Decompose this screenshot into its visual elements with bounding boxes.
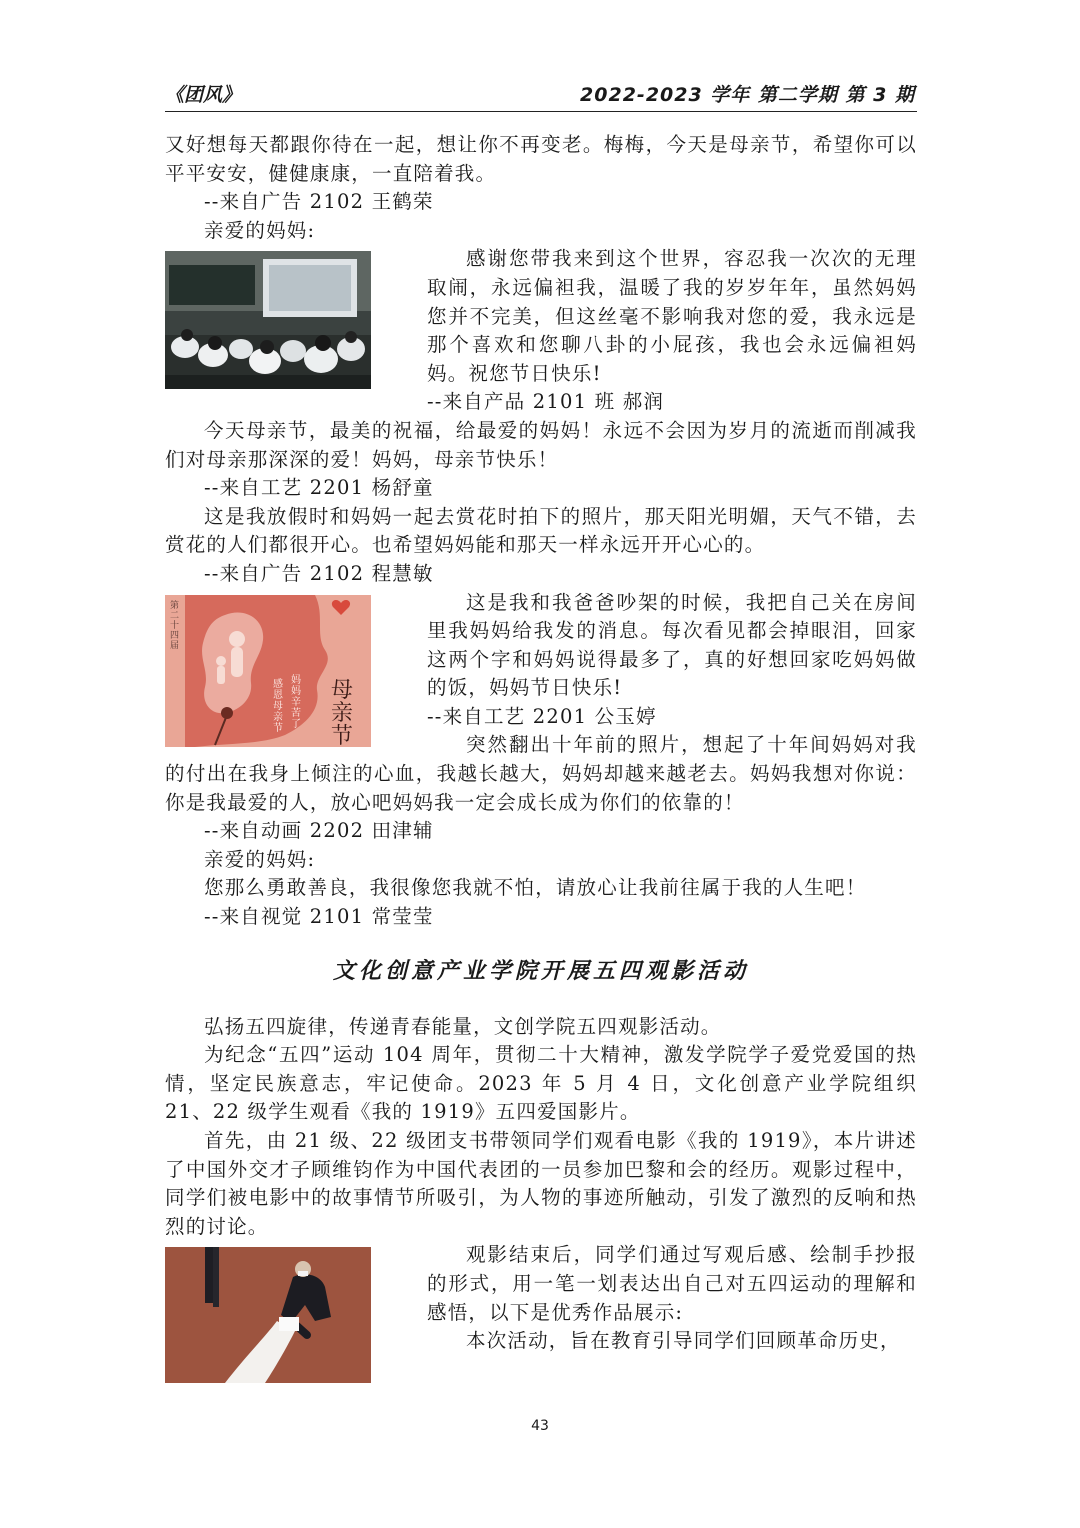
signature: --来自广告 2102 王鹤荣 (204, 190, 434, 214)
mothers-day-poster (165, 595, 371, 747)
greeting: 亲爱的妈妈: (204, 847, 316, 871)
calligraphy-photo-image (165, 1247, 371, 1383)
paragraph: 今天母亲节，最美的祝福，给最爱的妈妈！永远不会因为岁月的流逝而削减我们对母亲那深深的爱！妈妈，母亲节快乐！ (165, 418, 917, 471)
signature: --来自产品 2101 班 郝润 (427, 390, 665, 414)
classroom-photo-image (165, 251, 371, 389)
greeting: 亲爱的妈妈: (204, 218, 316, 242)
paragraph: 感谢您带我来到这个世界，容忍我一次次的无理取闹，永远偏袒我，温暖了我的岁岁年年，虽然妈妈您并不完美，但这丝毫不影响我对您的爱，我永远是那个喜欢和您聊八卦的小屁孩，我也会永远偏袒妈妈。祝您节日快乐! (427, 247, 917, 385)
photo-text-block-3 (165, 1241, 917, 1383)
poster-title: 母亲节 (331, 677, 354, 749)
paragraph: 为纪念“五四”运动 104 周年，贯彻二十大精神，激发学院学子爱党爱国的热情，坚定民族意志，牢记使命。2023 年 5 月 4 日，文化创意产业学院组织 21、22 级学生观看《我的 1919》五四爱国影片。 (165, 1043, 917, 1124)
paragraph: 您那么勇敢善良，我很像您我就不怕，请放心让我前往属于我的人生吧！ (204, 876, 867, 900)
page-number: 43 (531, 1418, 549, 1434)
poster-tagline: 感恩母亲节 (273, 678, 283, 734)
signature: --来自视觉 2101 常莹莹 (204, 905, 434, 929)
paragraph: 又好想每天都跟你待在一起，想让你不再变老。梅梅，今天是母亲节，希望你可以平平安安，健健康康，一直陪着我。 (165, 133, 917, 185)
paragraph: 这是我放假时和妈妈一起去赏花时拍下的照片，那天阳光明媚，天气不错，去赏花的人们都很开心。也希望妈妈能和那天一样永远开开心心的。 (165, 504, 917, 557)
section-title: 文化创意产业学院开展五四观影活动 (332, 958, 749, 984)
journal-title: 《团风》 (165, 84, 242, 106)
paragraph: 突然翻出十年前的照片，想起了十年间妈妈对我的付出在我身上倾注的心血，我越长越大，妈妈却越来越老去。妈妈我想对你说：你是我最爱的人，放心吧妈妈我一定会成长成为你们的依靠的！ (165, 733, 917, 814)
article-body (165, 131, 917, 1383)
signature: --来自工艺 2201 公玉婷 (427, 704, 657, 728)
poster-side-text: 第二十四届 (170, 600, 180, 651)
signature: --来自工艺 2201 杨舒童 (204, 476, 434, 500)
paragraph: 首先，由 21 级、22 级团支书带领同学们观看电影《我的 1919》，本片讲述了中国外交才子顾维钧作为中国代表团的一员参加巴黎和会的经历。观影过程中，同学们被电影中的故事情节所吸引，为人物的事迹所触动，引发了激烈的反响和热烈的讨论。 (165, 1129, 917, 1238)
paragraph: 弘扬五四旋律，传递青春能量，文创学院五四观影活动。 (204, 1014, 722, 1038)
page-header (165, 78, 917, 108)
issue-info: 2022-2023 学年 第二学期 第 3 期 (580, 84, 915, 106)
calligraphy-photo (165, 1247, 371, 1383)
photo-text-block-1 (165, 245, 917, 417)
signature: --来自广告 2102 程慧敏 (204, 561, 434, 585)
photo-text-block-2 (165, 589, 917, 818)
paragraph: 这是我和我爸爸吵架的时候，我把自己关在房间里我妈妈给我发的消息。每次看见都会掉眼泪，回家这两个字和妈妈说得最多了，真的好想回家吃妈妈做的饭，妈妈节日快乐! (427, 590, 917, 700)
classroom-photo (165, 251, 371, 389)
paragraph: 本次活动，旨在教育引导同学们回顾革命历史， (466, 1329, 901, 1353)
signature: --来自动画 2202 田津辅 (204, 819, 434, 843)
poster-blessing: 妈妈辛苦了 (291, 674, 301, 730)
paragraph: 观影结束后，同学们通过写观后感、绘制手抄报的形式，用一笔一划表达出自己对五四运动的理解和感悟，以下是优秀作品展示: (427, 1243, 917, 1324)
header-rule (165, 111, 917, 112)
